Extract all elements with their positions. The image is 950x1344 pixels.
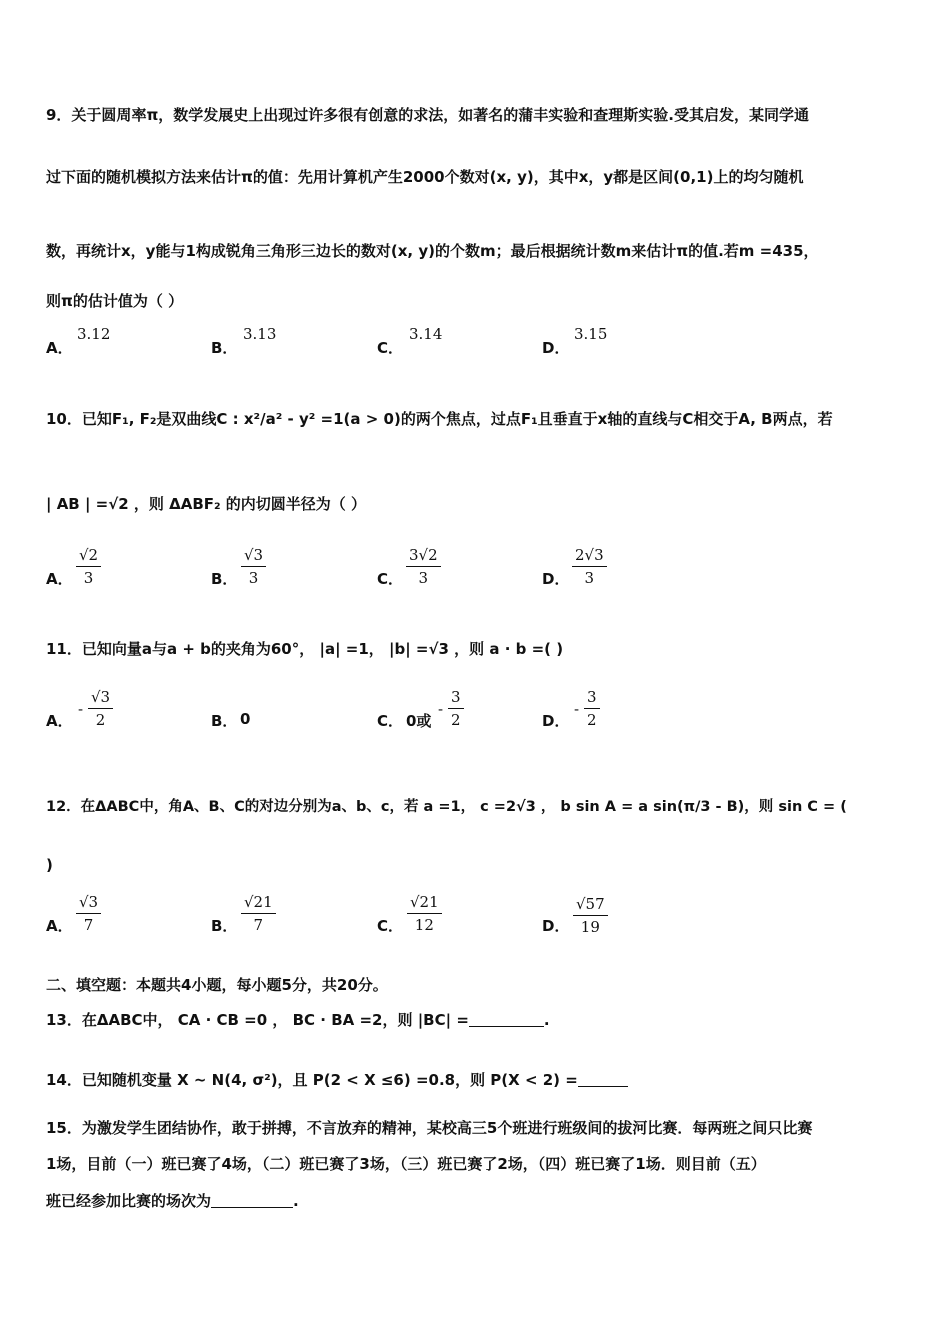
q13-text: 13．在ΔABC中， CA · CB =0 ， BC · BA =2，则 |BC| =: [46, 1011, 469, 1029]
q9-option-b-label: B．: [211, 339, 238, 357]
q12-option-d-label: D．: [542, 917, 570, 935]
q15-text: 班已经参加比赛的场次为: [46, 1192, 212, 1210]
q15-period: .: [293, 1192, 299, 1210]
q9-option-d-value: 3.15: [574, 325, 608, 343]
q10-option-b-label: B．: [211, 570, 238, 588]
q9-option-d-label: D．: [542, 339, 570, 357]
q13-answer-blank: [469, 1012, 544, 1027]
q10-option-a-denominator: 3: [83, 569, 94, 587]
q12-option-b-label: B．: [211, 917, 238, 935]
q9-option-b-value: 3.13: [243, 325, 277, 343]
q11-option-d-numerator: 3: [584, 686, 600, 709]
q11-option-c-sign: -: [438, 700, 444, 718]
q10-option-a-numerator: √2: [76, 544, 101, 567]
q9-option-c-label: C．: [377, 339, 404, 357]
q11-option-d-sign: -: [574, 700, 580, 718]
q15-line-3: [46, 1190, 299, 1211]
q11-option-d-denominator: 2: [587, 711, 597, 729]
q11-option-a-denominator: 2: [95, 711, 106, 729]
q9-option-a-value: 3.12: [77, 325, 111, 343]
q11-option-b-label: B．: [211, 712, 238, 730]
q10-option-b-denominator: 3: [248, 569, 259, 587]
q10-option-a-fraction: [76, 544, 101, 589]
q9-line-4: 则π的估计值为（ ）: [46, 292, 184, 310]
q11-option-c-label: C．: [377, 712, 404, 730]
q9-option-a-label: A．: [46, 339, 73, 357]
q12-option-a-denominator: 7: [83, 916, 94, 934]
q11-option-a-numerator: √3: [88, 686, 113, 709]
q10-option-d-fraction: [572, 544, 607, 589]
q10-option-c-fraction: [406, 544, 441, 589]
q11-option-c-denominator: 2: [451, 711, 461, 729]
q10-option-d-denominator: 3: [584, 569, 595, 587]
q10-line-1: 10．已知F₁, F₂是双曲线C : x²/a² - y² =1(a > 0)的两个焦点，过点F₁且垂直于x轴的直线与C相交于A, B两点，若: [46, 410, 833, 428]
q12-option-b-fraction: [241, 891, 276, 936]
q11-option-a-label: A．: [46, 712, 73, 730]
q10-option-b-numerator: √3: [241, 544, 266, 567]
q11-option-a-fraction: [88, 686, 113, 731]
q12-line-1: 12．在ΔABC中，角A、B、C的对边分别为a、b、c，若 a =1， c =2√3 ， b sin A = a sin(π/3 - B)，则 sin C = (: [46, 799, 847, 815]
q12-option-b-numerator: √21: [241, 891, 276, 914]
section-2-heading: 二、填空题：本题共4小题，每小题5分，共20分。: [46, 976, 388, 994]
q13-line: [46, 1009, 550, 1030]
q12-option-b-denominator: 7: [253, 916, 264, 934]
q10-line-2: | AB | =√2 ，则 ΔABF₂ 的内切圆半径为（ ）: [46, 495, 367, 513]
q15-line-1: 15．为激发学生团结协作，敢于拼搏，不言放弃的精神，某校高三5个班进行班级间的拔河比赛．每两班之间只比赛: [46, 1119, 813, 1137]
q10-option-d-numerator: 2√3: [572, 544, 607, 567]
q11-option-c-numerator: 3: [448, 686, 464, 709]
q14-text: 14．已知随机变量 X ~ N(4, σ²)，且 P(2 < X ≤6) =0.8，则 P(X < 2) =: [46, 1071, 578, 1089]
q12-line-2: ): [46, 856, 53, 874]
q10-option-a-label: A．: [46, 570, 73, 588]
q11-option-d-label: D．: [542, 712, 570, 730]
q11-option-b-value: 0: [240, 710, 251, 728]
q12-option-d-denominator: 19: [580, 918, 600, 936]
q12-option-d-fraction: [573, 893, 608, 938]
q9-line-1: 9．关于圆周率π，数学发展史上出现过许多很有创意的求法，如著名的蒲丰实验和查理斯实验.受其启发，某同学通: [46, 106, 810, 124]
q10-option-c-numerator: 3√2: [406, 544, 441, 567]
q12-option-c-denominator: 12: [414, 916, 434, 934]
q11-line-1: 11．已知向量a与a + b的夹角为60°， |a| =1， |b| =√3 ，则 a · b =( ): [46, 640, 564, 658]
q10-option-c-denominator: 3: [418, 569, 429, 587]
q12-option-a-label: A．: [46, 917, 73, 935]
q9-line-2: 过下面的随机模拟方法来估计π的值：先用计算机产生2000个数对(x, y)，其中x，y都是区间(0,1)上的均匀随机: [46, 168, 804, 186]
q12-option-a-fraction: [76, 891, 101, 936]
q14-line: [46, 1069, 628, 1090]
q12-option-c-fraction: [407, 891, 442, 936]
q10-option-b-fraction: [241, 544, 266, 589]
q14-answer-blank: [578, 1072, 628, 1087]
q11-option-c-fraction: [448, 686, 464, 731]
q11-option-d-fraction: [584, 686, 600, 731]
q12-option-c-numerator: √21: [407, 891, 442, 914]
q13-period: .: [543, 1011, 550, 1029]
q9-option-c-value: 3.14: [409, 325, 443, 343]
q10-option-d-label: D．: [542, 570, 570, 588]
q12-option-a-numerator: √3: [76, 891, 101, 914]
q12-option-d-numerator: √57: [573, 893, 608, 916]
q9-line-3: 数，再统计x，y能与1构成锐角三角形三边长的数对(x, y)的个数m；最后根据统计数m来估计π的值.若m =435，: [46, 242, 819, 260]
q11-option-a-sign: -: [78, 700, 84, 718]
q15-answer-blank: [211, 1193, 293, 1208]
q12-option-c-label: C．: [377, 917, 404, 935]
q10-option-c-label: C．: [377, 570, 404, 588]
q15-line-2: 1场，目前（一）班已赛了4场，（二）班已赛了3场，（三）班已赛了2场，（四）班已赛了1场．则目前（五）: [46, 1155, 766, 1173]
q11-option-c-value: 0或: [406, 712, 432, 730]
